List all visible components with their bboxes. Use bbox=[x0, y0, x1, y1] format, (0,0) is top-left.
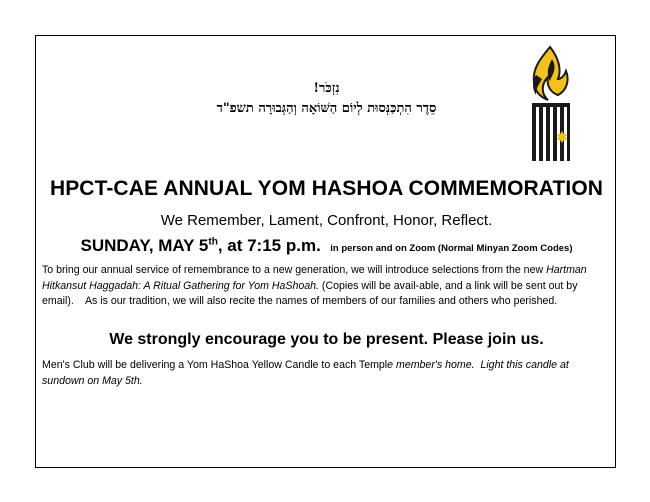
candle-paragraph bbox=[42, 358, 608, 389]
intro-paragraph bbox=[42, 263, 608, 310]
event-time: , at 7:15 p.m. bbox=[217, 236, 321, 255]
candle-instruction: e member's home. Light this candle at sundown on May 5th. bbox=[42, 359, 572, 387]
intro-text-1: To bring our annual service of remembrance to a new generation, we will introduce selections from the new bbox=[42, 264, 547, 276]
event-subtitle: We Remember, Lament, Confront, Honor, Reflect. bbox=[160, 212, 493, 229]
event-date: SUNDAY, MAY 5 bbox=[80, 236, 209, 255]
event-location-note: in person and on Zoom (Normal Minyan Zoom Codes) bbox=[330, 243, 573, 254]
hebrew-subheading: סֵדֶר הִתְכַּנְּסוּת לְיוֹם הַשּׁוֹאָה וְהַגְּבוּרָה תשפ"ד bbox=[216, 101, 437, 116]
encourage-heading: We strongly encourage you to be present. Please join us. bbox=[109, 331, 544, 348]
memorial-candle-icon bbox=[522, 45, 578, 165]
flyer-frame bbox=[35, 35, 616, 468]
candle-text: Men's Club will be delivering a Yom HaShoa Yellow Candle to each Templ bbox=[42, 359, 388, 371]
event-date-time bbox=[36, 236, 617, 256]
event-title: HPCT-CAE ANNUAL YOM HASHOA COMMEMORATION bbox=[49, 177, 604, 200]
hebrew-heading: נִזְכֹּר! bbox=[313, 81, 340, 96]
haggadah-title: Hartman Hitkansut Haggadah: A Ritual Gathering for Yom HaShoah. bbox=[42, 264, 602, 292]
date-ordinal: th bbox=[208, 236, 218, 248]
intro-text-2: (Copies will be avail-able, and a link will be sent out by email). As is our tradition, we will also recite the names of members of our families and others who perished. bbox=[42, 279, 581, 307]
